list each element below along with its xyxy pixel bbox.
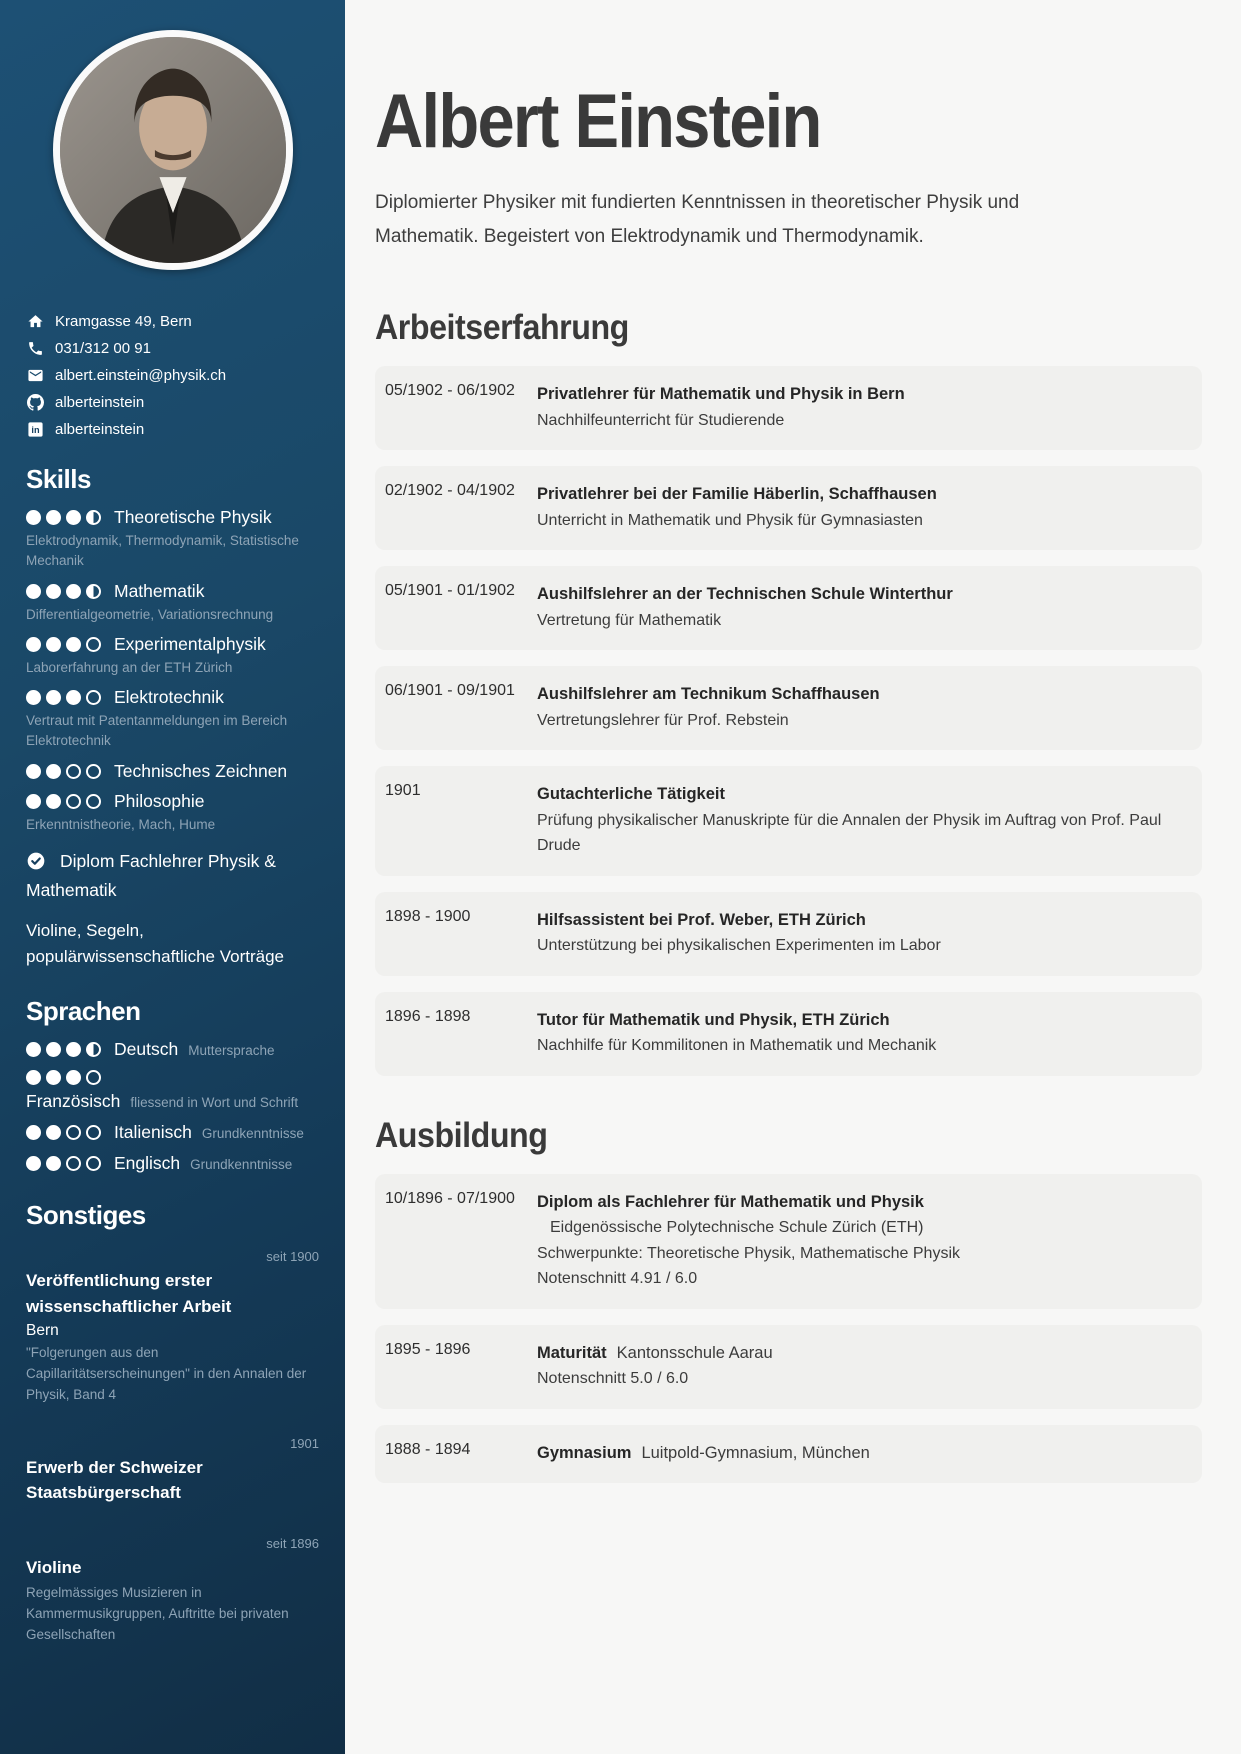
- languages-heading: Sprachen: [26, 996, 141, 1027]
- other-item: [26, 1249, 319, 1406]
- entry-detail-line: Notenschnitt 4.91 / 6.0: [537, 1270, 698, 1288]
- rating-dot-empty: [86, 1125, 101, 1140]
- rating-dot-empty: [86, 1156, 101, 1171]
- education-heading: Ausbildung: [375, 1115, 548, 1155]
- skill-item: [26, 634, 319, 655]
- entry-body: [537, 781, 1178, 859]
- other-item: [26, 1436, 319, 1506]
- rating-dot-full: [26, 1125, 41, 1140]
- other-item-title: Violine: [26, 1557, 82, 1577]
- language-item: [26, 1153, 319, 1174]
- experience-entry: [375, 892, 1202, 976]
- rating-dot-full: [66, 1070, 81, 1085]
- contact-row: [26, 420, 319, 438]
- education-entry: [375, 1174, 1202, 1309]
- contact-text: alberteinstein: [55, 420, 145, 438]
- rating-dot-full: [26, 584, 41, 599]
- entry-date: 05/1901 - 01/1902: [385, 582, 515, 600]
- rating-dot-empty: [86, 794, 101, 809]
- rating-dot-full: [46, 690, 61, 705]
- rating-dot-empty: [86, 690, 101, 705]
- linkedin-icon: [26, 420, 44, 438]
- entry-detail-line: Schwerpunkte: Theoretische Physik, Mathematische Physik: [537, 1244, 961, 1262]
- rating-dots: [26, 794, 101, 809]
- rating-dot-full: [26, 1070, 41, 1085]
- entry-title: Tutor für Mathematik und Physik, ETH Zürich: [537, 1010, 890, 1029]
- rating-dot-full: [26, 637, 41, 652]
- rating-dot-empty: [86, 637, 101, 652]
- skill-item: [26, 791, 319, 812]
- rating-dots: [26, 1042, 101, 1057]
- rating-dot-full: [66, 584, 81, 599]
- contact-list: [26, 312, 319, 438]
- certification: [26, 849, 319, 904]
- entry-title: Maturität Kantonsschule Aarau: [537, 1344, 773, 1363]
- experience-entry: [375, 766, 1202, 876]
- skill-name: Theoretische Physik: [114, 507, 272, 527]
- rating-dot-full: [66, 690, 81, 705]
- rating-dot-empty: [66, 794, 81, 809]
- entry-body: [537, 381, 1178, 433]
- certificate-check-icon: [26, 851, 46, 878]
- skill-item: [26, 761, 319, 782]
- entry-description: Nachhilfe für Kommilitonen in Mathematik und Mechanik: [537, 1037, 937, 1055]
- language-note: fliessend in Wort und Schrift: [130, 1095, 299, 1111]
- rating-dots: [26, 764, 101, 779]
- entry-title: Privatlehrer für Mathematik und Physik in Bern: [537, 385, 905, 404]
- other-item-date: seit 1896: [266, 1535, 319, 1551]
- entry-date: 1895 - 1896: [385, 1341, 471, 1359]
- skill-name: Experimentalphysik: [114, 633, 266, 654]
- rating-dot-full: [66, 637, 81, 652]
- sidebar: [0, 0, 345, 1754]
- entry-body: [537, 681, 1178, 733]
- rating-dot-full: [26, 690, 41, 705]
- skill-name: Elektrotechnik: [114, 687, 224, 707]
- email-icon: [26, 366, 44, 384]
- rating-dots: [26, 1156, 101, 1171]
- rating-dot-half: [86, 584, 101, 599]
- entry-date: 02/1902 - 04/1902: [385, 482, 515, 500]
- rating-dot-full: [66, 1042, 81, 1057]
- other-item: [26, 1536, 319, 1646]
- contact-text: 031/312 00 91: [55, 339, 151, 357]
- entry-title: Aushilfslehrer am Technikum Schaffhausen: [537, 685, 880, 704]
- skill-note: Differentialgeometrie, Variationsrechnung: [26, 606, 274, 622]
- entry-body: [537, 1440, 1178, 1466]
- languages-list: [26, 1039, 319, 1174]
- skill-note: Laborerfahrung an der ETH Zürich: [26, 659, 233, 675]
- rating-dot-full: [66, 510, 81, 525]
- person-name: Albert Einstein: [375, 79, 821, 164]
- entry-title: Hilfsassistent bei Prof. Weber, ETH Zürich: [537, 910, 866, 929]
- rating-dot-full: [46, 510, 61, 525]
- other-item-title: Erwerb der Schweizer Staatsbürgerschaft: [26, 1457, 203, 1503]
- entry-subtitle: Kantonsschule Aarau: [616, 1344, 773, 1363]
- other-heading: Sonstiges: [26, 1200, 146, 1231]
- phone-icon: [26, 339, 44, 357]
- language-name: Deutsch: [114, 1039, 179, 1060]
- entry-description: Vertretung für Mathematik: [537, 611, 722, 629]
- language-item: [26, 1039, 319, 1060]
- contact-row: [26, 393, 319, 411]
- other-item-location: Bern: [26, 1322, 59, 1340]
- entry-title: Privatlehrer bei der Familie Häberlin, Schaffhausen: [537, 485, 937, 504]
- entry-description: Prüfung physikalischer Manuskripte für die Annalen der Physik im Auftrag von Prof. Paul Drude: [537, 811, 1162, 855]
- contact-row: [26, 312, 319, 330]
- rating-dot-half: [86, 1042, 101, 1057]
- github-icon: [26, 393, 44, 411]
- contact-text: Kramgasse 49, Bern: [55, 312, 192, 330]
- skill-item: [26, 687, 319, 708]
- entry-date: 1888 - 1894: [385, 1441, 471, 1459]
- entry-date: 06/1901 - 09/1901: [385, 682, 515, 700]
- contact-row: [26, 366, 319, 384]
- entry-title: Diplom als Fachlehrer für Mathematik und Physik: [537, 1192, 924, 1211]
- rating-dot-full: [26, 794, 41, 809]
- certification-label: Diplom Fachlehrer Physik & Mathematik: [26, 850, 276, 901]
- entry-description: Unterstützung bei physikalischen Experimenten im Labor: [537, 937, 941, 955]
- entry-description: Vertretungslehrer für Prof. Rebstein: [537, 711, 789, 729]
- entry-title: Gutachterliche Tätigkeit: [537, 785, 725, 804]
- rating-dots: [26, 1070, 101, 1085]
- experience-list: [375, 366, 1202, 1075]
- entry-title: Gymnasium Luitpold-Gymnasium, München: [537, 1444, 870, 1463]
- rating-dot-full: [26, 1156, 41, 1171]
- skill-name: Philosophie: [114, 790, 205, 811]
- profile-photo: [53, 30, 293, 270]
- other-item-title: Veröffentlichung erster wissenschaftlicher Arbeit: [26, 1271, 232, 1316]
- rating-dot-full: [46, 794, 61, 809]
- entry-body: [537, 1007, 1178, 1059]
- main-content: [345, 0, 1241, 1754]
- entry-date: 1898 - 1900: [385, 907, 471, 925]
- experience-entry: [375, 466, 1202, 550]
- language-name: Italienisch: [114, 1122, 192, 1143]
- rating-dots: [26, 637, 101, 652]
- rating-dot-empty: [66, 1125, 81, 1140]
- language-item: [26, 1070, 319, 1112]
- entry-date: 05/1902 - 06/1902: [385, 382, 515, 400]
- education-list: [375, 1174, 1202, 1484]
- skill-note: Elektrodynamik, Thermodynamik, Statistische Mechanik: [26, 533, 299, 569]
- rating-dot-full: [26, 764, 41, 779]
- skills-list: [26, 507, 319, 835]
- rating-dot-full: [26, 1042, 41, 1057]
- svg-text:in: in: [30, 424, 40, 435]
- rating-dot-empty: [86, 764, 101, 779]
- rating-dots: [26, 1125, 101, 1140]
- entry-description: Nachhilfeunterricht für Studierende: [537, 411, 785, 429]
- entry-detail-line: Eidgenössische Polytechnische Schule Zürich (ETH): [550, 1219, 924, 1237]
- rating-dot-full: [46, 1042, 61, 1057]
- language-name: Französisch: [26, 1091, 121, 1112]
- entry-body: [537, 1340, 1178, 1392]
- entry-date: 10/1896 - 07/1900: [385, 1189, 515, 1207]
- entry-subtitle: Luitpold-Gymnasium, München: [641, 1444, 870, 1463]
- contact-row: [26, 339, 319, 357]
- rating-dot-empty: [66, 764, 81, 779]
- rating-dots: [26, 510, 101, 525]
- skills-heading: Skills: [26, 464, 91, 494]
- rating-dot-full: [46, 764, 61, 779]
- skill-note: Vertraut mit Patentanmeldungen im Bereich Elektrotechnik: [26, 713, 288, 749]
- other-item-note: "Folgerungen aus den Capillaritätserscheinungen" in den Annalen der Physik, Band 4: [26, 1345, 307, 1403]
- rating-dot-full: [46, 637, 61, 652]
- other-item-date: 1901: [290, 1435, 319, 1451]
- rating-dot-full: [46, 1125, 61, 1140]
- contact-text: albert.einstein@physik.ch: [55, 366, 227, 384]
- summary-text: Diplomierter Physiker mit fundierten Kenntnissen in theoretischer Physik und Mathematik. Begeistert von Elektrodynamik und Thermodynamik.: [375, 192, 1020, 248]
- interests-text: Violine, Segeln, populärwissenschaftliche Vorträge: [26, 920, 284, 966]
- rating-dot-empty: [86, 1070, 101, 1085]
- rating-dot-empty: [66, 1156, 81, 1171]
- skill-name: Technisches Zeichnen: [114, 760, 288, 781]
- language-item: [26, 1122, 319, 1143]
- entry-description: Unterricht in Mathematik und Physik für Gymnasiasten: [537, 511, 923, 529]
- education-entry: [375, 1425, 1202, 1483]
- home-icon: [26, 312, 44, 330]
- rating-dots: [26, 690, 101, 705]
- rating-dots: [26, 584, 101, 599]
- rating-dot-full: [46, 1156, 61, 1171]
- skill-item: [26, 507, 319, 528]
- portrait-photo: [60, 37, 286, 263]
- experience-entry: [375, 992, 1202, 1076]
- entry-title: Aushilfslehrer an der Technischen Schule Winterthur: [537, 585, 953, 604]
- experience-entry: [375, 366, 1202, 450]
- other-list: [26, 1249, 319, 1646]
- entry-body: [537, 907, 1178, 959]
- skill-name: Mathematik: [114, 580, 205, 601]
- experience-heading: Arbeitserfahrung: [375, 308, 629, 348]
- language-note: Grundkenntnisse: [201, 1126, 304, 1142]
- language-name: Englisch: [114, 1153, 181, 1174]
- experience-entry: [375, 666, 1202, 750]
- entry-detail-line: Notenschnitt 5.0 / 6.0: [537, 1370, 689, 1388]
- skill-note: Erkenntnistheorie, Mach, Hume: [26, 816, 216, 832]
- entry-date: 1901: [385, 782, 421, 800]
- language-note: Muttersprache: [188, 1043, 275, 1059]
- entry-body: [537, 1189, 1178, 1292]
- skill-item: [26, 581, 319, 602]
- language-note: Grundkenntnisse: [190, 1157, 293, 1173]
- rating-dot-half: [86, 510, 101, 525]
- entry-date: 1896 - 1898: [385, 1007, 471, 1025]
- entry-body: [537, 481, 1178, 533]
- other-item-note: Regelmässiges Musizieren in Kammermusikgruppen, Auftritte bei privaten Gesellschaften: [26, 1585, 289, 1643]
- other-item-date: seit 1900: [266, 1249, 319, 1265]
- contact-text: alberteinstein: [55, 393, 145, 411]
- rating-dot-full: [46, 1070, 61, 1085]
- education-entry: [375, 1325, 1202, 1409]
- rating-dot-full: [46, 584, 61, 599]
- rating-dot-full: [26, 510, 41, 525]
- entry-body: [537, 581, 1178, 633]
- experience-entry: [375, 566, 1202, 650]
